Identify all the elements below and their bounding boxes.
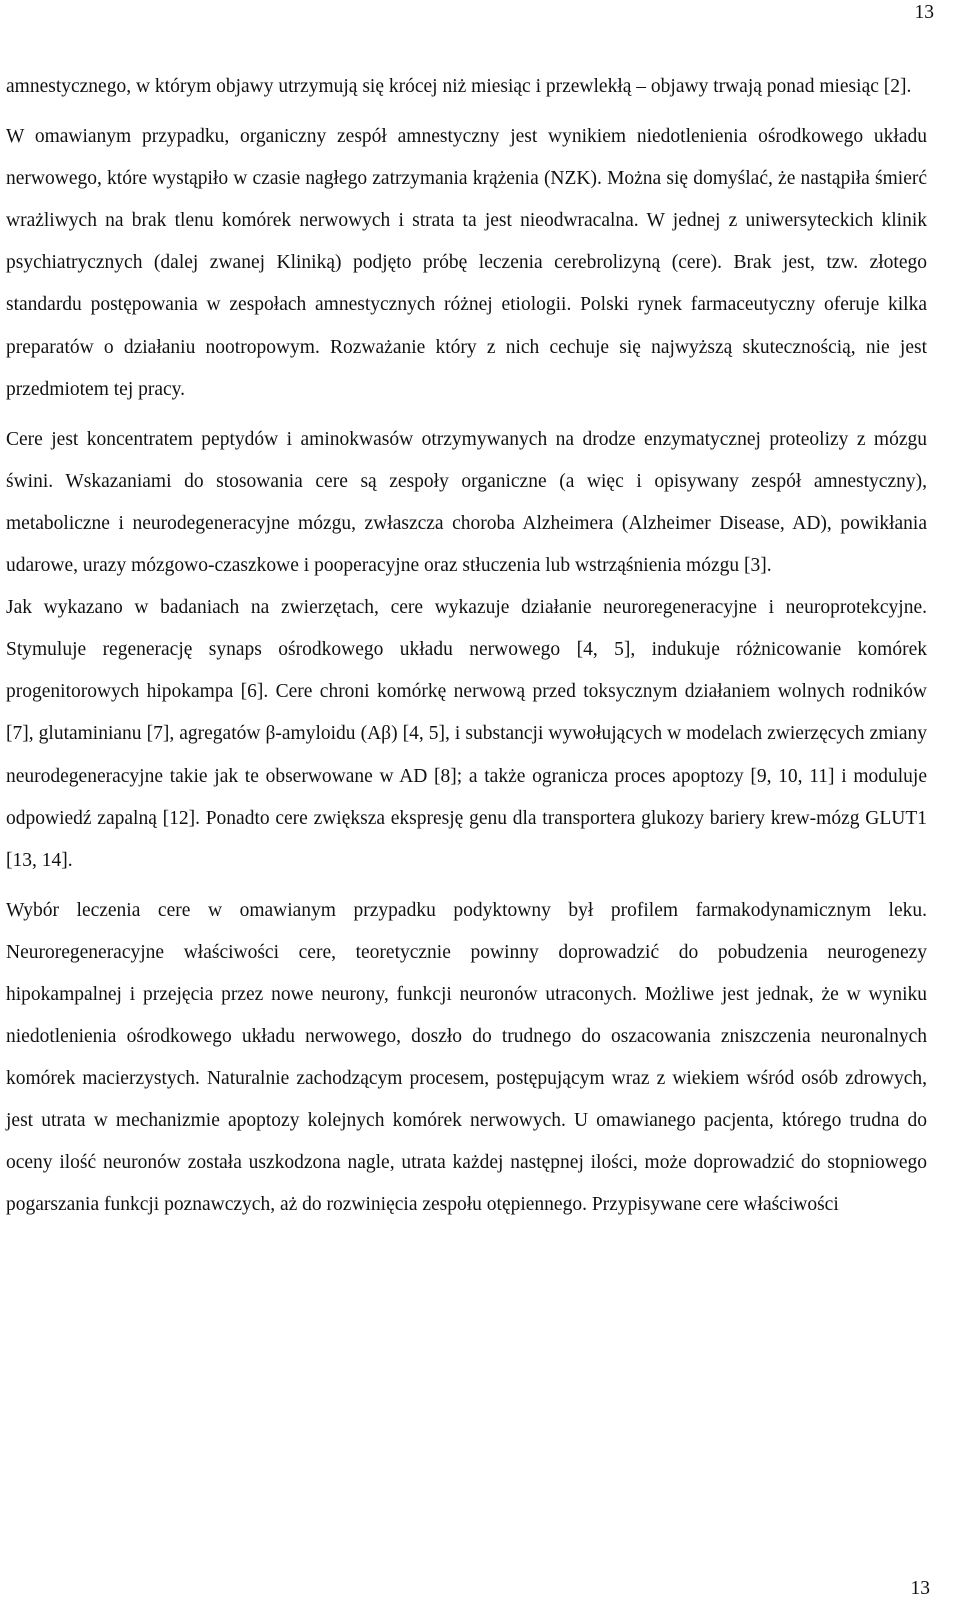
paragraph-5: Wybór leczenia cere w omawianym przypadku podyktowny był profilem farmakodynamicznym leku. Neuroregeneracyjne właściwości cere, teoretycznie powinny doprowadzić do pobudzenia neurogenezy hipokampalnej i przejęcia przez nowe neurony, funkcji neuronów utraconych. Możliwe jest jednak, że w wyniku niedotlenienia ośrodkowego układu nerwowego, doszło do trudnego do oszacowania zniszczenia neuronalnych komórek macierzystych. Naturalnie zachodzącym procesem, postępującym wraz z wiekiem wśród osób zdrowych, jest utrata w mechanizmie apoptozy kolejnych komórek nerwowych. U omawianego pacjenta, którego trudna do oceny ilość neuronów została uszkodzona nagle, utrata każdej następnej ilości, może doprowadzić do stopniowego pogarszania funkcji poznawczych, aż do rozwinięcia zespołu otępiennego. Przypisywane cere właściwości <box>6 899 927 1216</box>
paragraph-1: amnestycznego, w którym objawy utrzymują się krócej niż miesiąc i przewlekłą – objawy trwają ponad miesiąc [2]. <box>6 76 912 97</box>
page-number-top: 13 <box>914 2 934 23</box>
paragraph-3: Cere jest koncentratem peptydów i aminokwasów otrzymywanych na drodze enzymatycznej proteolizy z mózgu świni. Wskazaniami do stosowania cere są zespoły organiczne (a więc i opisywany zespół amnestyczny), metaboliczne i neurodegeneracyjne mózgu, zwłaszcza choroba Alzheimera (Alzheimer Disease, AD), powikłania udarowe, urazy mózgowo-czaszkowe i pooperacyjne oraz stłuczenia lub wstrząśnienia mózgu [3]. <box>6 428 927 577</box>
document-body <box>6 66 927 1227</box>
paragraph-2: W omawianym przypadku, organiczny zespół amnestyczny jest wynikiem niedotlenienia ośrodkowego układu nerwowego, które wystąpiło w czasie nagłego zatrzymania krążenia (NZK). Można się domyślać, że nastąpiła śmierć wrażliwych na brak tlenu komórek nerwowych i strata ta jest nieodwracalna. W jednej z uniwersyteckich klinik psychiatrycznych (dalej zwanej Kliniką) podjęto próbę leczenia cerebrolizyną (cere). Brak jest, tzw. złotego standardu postępowania w zespołach amnestycznych różnej etiologii. Polski rynek farmaceutyczny oferuje kilka preparatów o działaniu nootropowym. Rozważanie który z nich cechuje się najwyższą skutecznością, nie jest przedmiotem tej pracy. <box>6 126 927 400</box>
paragraph-4: Jak wykazano w badaniach na zwierzętach, cere wykazuje działanie neuroregeneracyjne i neuroprotekcyjne. Stymuluje regenerację synaps ośrodkowego układu nerwowego [4, 5], indukuje różnicowanie komórek progenitorowych hipokampa [6]. Cere chroni komórkę nerwową przed toksycznym działaniem wolnych rodników [7], glutaminianu [7], agregatów β-amyloidu (Aβ) [4, 5], i substancji wywołujących w modelach zwierzęcych zmiany neurodegeneracyjne takie jak te obserwowane w AD [8]; a także ogranicza proces apoptozy [9, 10, 11] i moduluje odpowiedź zapalną [12]. Ponadto cere zwiększa ekspresję genu dla transportera glukozy bariery krew-mózg GLUT1 [13, 14]. <box>6 597 927 871</box>
page-number-bottom: 13 <box>910 1578 930 1599</box>
